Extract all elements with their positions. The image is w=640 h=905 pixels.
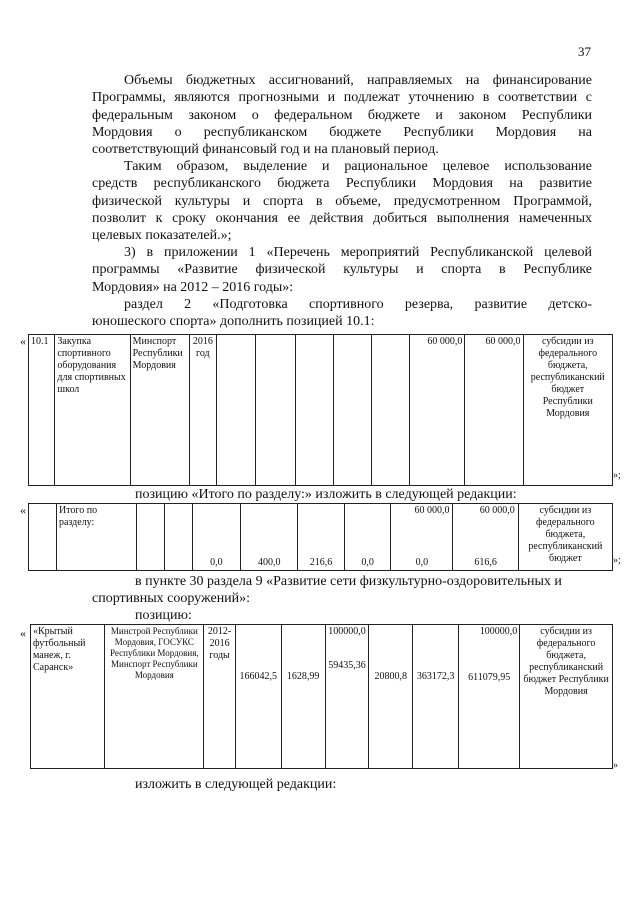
cell-number: 10.1 <box>29 335 55 486</box>
cell-value-split <box>459 625 520 769</box>
text-line: Программы, являются прогнозными и подлежат уточнению в соответствии с <box>92 90 592 106</box>
cell-empty <box>216 335 256 486</box>
cell-top-value: 100000,0 <box>479 626 518 637</box>
cell-source: субсидии из федерального бюджета, республиканский бюджет Республики Мордовия <box>523 335 612 486</box>
cell-value-split <box>391 504 453 571</box>
cell-empty <box>256 335 296 486</box>
cell-empty <box>295 335 333 486</box>
paragraph-appendix <box>92 244 592 330</box>
text-line: раздел 2 «Подготовка спортивного резерва, развитие детско- <box>124 296 592 312</box>
cell-source: субсидии из федерального бюджета, республиканский бюджет Республики Мордовия <box>520 625 613 769</box>
cell-value: 1628,99 <box>281 625 325 769</box>
line-final: изложить в следующей редакции: <box>135 777 337 792</box>
cell-value: 60 000,0 <box>465 335 523 486</box>
text-line: соответствующий финансовый год и на плановый период. <box>92 142 439 158</box>
cell-value: 400,0 <box>241 504 298 571</box>
cell-empty <box>29 504 57 571</box>
open-quote: « <box>20 334 26 348</box>
cell-year: 2016 год <box>189 335 216 486</box>
cell-name: Итого по разделу: <box>56 504 136 571</box>
paragraph-budget <box>92 72 592 158</box>
cell-value: 216,6 <box>298 504 345 571</box>
close-mark: »; <box>613 470 621 481</box>
open-quote: « <box>20 626 26 640</box>
cell-empty <box>164 504 192 571</box>
cell-empty <box>333 335 371 486</box>
text-line: Объемы бюджетных ассигнований, направляемых на финансирование <box>124 73 592 88</box>
cell-top-value: 60 000,0 <box>414 505 450 516</box>
cell-bottom-value: 611079,95 <box>468 672 511 683</box>
text-line: физической культуры и спорта в объеме, предусмотренном Программой, <box>92 193 592 209</box>
cell-empty <box>136 504 164 571</box>
text-line: в пункте 30 раздела 9 «Развитие сети физкультурно-оздоровительных и <box>135 574 562 589</box>
cell-value: 363172,3 <box>413 625 459 769</box>
cell-bottom-value: 59435,36 <box>328 660 366 671</box>
cell-value: 0,0 <box>344 504 391 571</box>
line-itogo: позицию «Итого по разделу:» изложить в следующей редакции: <box>135 487 517 502</box>
text-line: федеральным законом о федеральном бюджете и законом Республики <box>92 107 592 123</box>
text-line: Мордовия о республиканском бюджете Республики Мордовия на <box>92 124 592 140</box>
text-line: 3) в приложении 1 «Перечень мероприятий Республиканской целевой <box>124 245 592 260</box>
cell-empty <box>371 335 409 486</box>
close-mark: » <box>613 760 618 771</box>
open-quote: « <box>20 503 26 517</box>
cell-value: 20800,8 <box>369 625 413 769</box>
cell-value: 166042,5 <box>235 625 281 769</box>
cell-bottom-value: 616,6 <box>474 557 497 568</box>
table-itogo <box>28 503 613 571</box>
cell-top-value: 100000,0 <box>328 626 366 637</box>
text-line: юношеского спорта» дополнить позицией 10.1: <box>92 314 375 330</box>
cell-value-split <box>453 504 518 571</box>
cell-value: 0,0 <box>192 504 241 571</box>
close-mark: »; <box>613 555 621 566</box>
paragraph-summary <box>92 158 592 244</box>
text-line: Мордовия» на 2012 – 2016 годы»: <box>92 279 294 295</box>
text-line: Таким образом, выделение и рациональное целевое использование <box>124 159 592 174</box>
cell-executor: Минстрой Республики Мордовия, ГОСУКС Республики Мордовия, Минспорт Республики Мордовия <box>105 625 204 769</box>
cell-bottom-value: 0,0 <box>415 557 429 568</box>
cell-name: «Крытый футбольный манеж, г. Саранск» <box>31 625 105 769</box>
text-line: целевых показателей.»; <box>92 228 232 244</box>
cell-value-split <box>325 625 369 769</box>
text-line: позицию: <box>135 608 192 623</box>
page-number: 37 <box>578 44 591 59</box>
cell-top-value: 60 000,0 <box>479 505 515 516</box>
cell-value: 60 000,0 <box>409 335 465 486</box>
table-football-arena <box>30 624 613 769</box>
text-line: средств республиканского бюджета Республики Мордовия на развитие <box>92 176 592 192</box>
text-line: программы «Развитие физической культуры и спорта в Республике <box>92 262 592 278</box>
table-position-10-1 <box>28 334 613 486</box>
text-line: спортивных сооружений»: <box>92 591 251 606</box>
text-line: позволит к сроку окончания ее действия добиться выполнения намеченных <box>92 210 592 226</box>
cell-source: субсидии из федерального бюджета, республиканский бюджет <box>518 504 612 571</box>
cell-year: 2012-2016 годы <box>204 625 236 769</box>
cell-name: Закупка спортивного оборудования для спортивных школ <box>55 335 130 486</box>
cell-executor: Минспорт Республики Мордовия <box>130 335 189 486</box>
